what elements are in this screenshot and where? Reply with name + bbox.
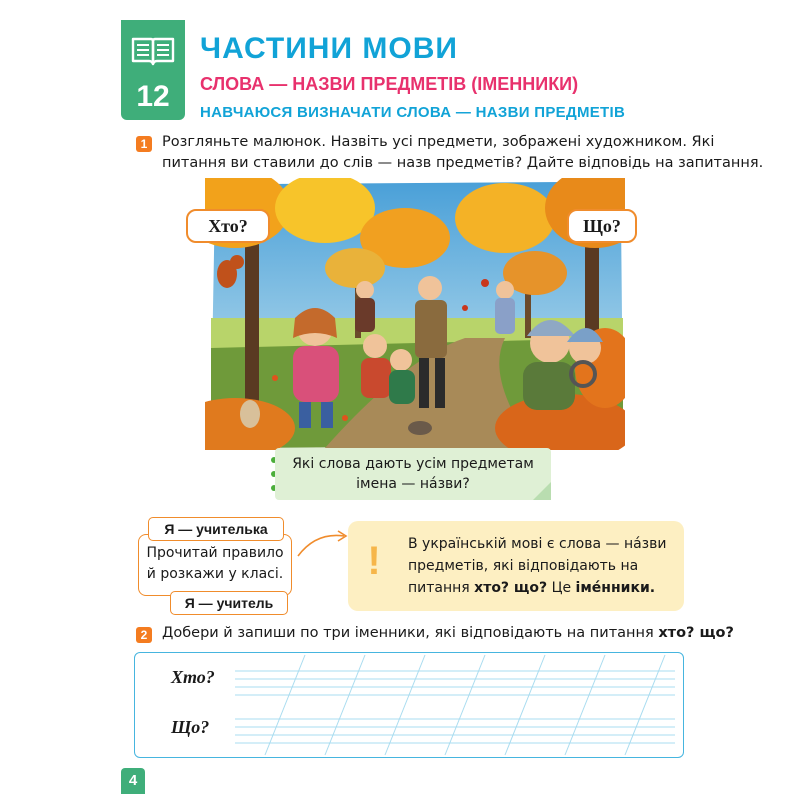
- role-teacher-male: Я — учитель: [170, 591, 288, 615]
- task-1-line-2: питання ви ставили до слів — назв предметів? Дайте відповідь на запитання.: [162, 155, 764, 171]
- rule-line-1: В українській мові є слова — на́зви: [408, 536, 667, 552]
- page-title: ЧАСТИНИ МОВИ: [200, 32, 458, 65]
- question-box: [275, 448, 551, 500]
- role-teacher-female: Я — учителька: [148, 517, 284, 541]
- rule-term: імéнники.: [575, 580, 656, 596]
- label-what: Що?: [171, 717, 210, 737]
- rule-text: [408, 533, 670, 599]
- rule-line-3: питання хто? що? Це імéнники.: [408, 580, 656, 596]
- question-who-label: Хто?: [186, 209, 270, 243]
- question-line-2: імена — на́зви?: [356, 476, 470, 492]
- instruction-line-1: Прочитай правило: [146, 545, 284, 561]
- page-corner-icon: [533, 482, 551, 500]
- lesson-goal: НАВЧАЮСЯ ВИЗНАЧАТИ СЛОВА — НАЗВИ ПРЕДМЕТІВ: [200, 104, 626, 121]
- lesson-number: 12: [136, 80, 170, 113]
- writing-lines: [135, 653, 683, 757]
- instruction-line-2: й розкажи у класі.: [146, 566, 284, 582]
- page-subtitle: СЛОВА — НАЗВИ ПРЕДМЕТІВ (ІМЕННИКИ): [200, 74, 579, 94]
- arrow-icon: [296, 528, 352, 558]
- task-1-number: 1: [136, 136, 152, 152]
- writing-area[interactable]: [134, 652, 684, 758]
- lesson-banner: [121, 20, 185, 120]
- label-who: Хто?: [171, 667, 215, 687]
- task-2-number: 2: [136, 627, 152, 643]
- exclamation-icon: !: [367, 539, 381, 583]
- rule-line-2: предметів, які відповідають на: [408, 558, 639, 574]
- instruction-box: [138, 534, 292, 596]
- task-2-text: Добери й запиши по три іменники, які відповідають на питання хто? що?: [162, 625, 734, 641]
- page-number: 4: [121, 768, 145, 794]
- task-1-line-1: Розгляньте малюнок. Назвіть усі предмети, зображені художником. Які: [162, 134, 715, 150]
- question-line-1: Які слова дають усім предметам: [292, 456, 534, 472]
- question-what-label: Що?: [567, 209, 637, 243]
- rule-box: [348, 521, 684, 611]
- book-icon: [131, 36, 175, 66]
